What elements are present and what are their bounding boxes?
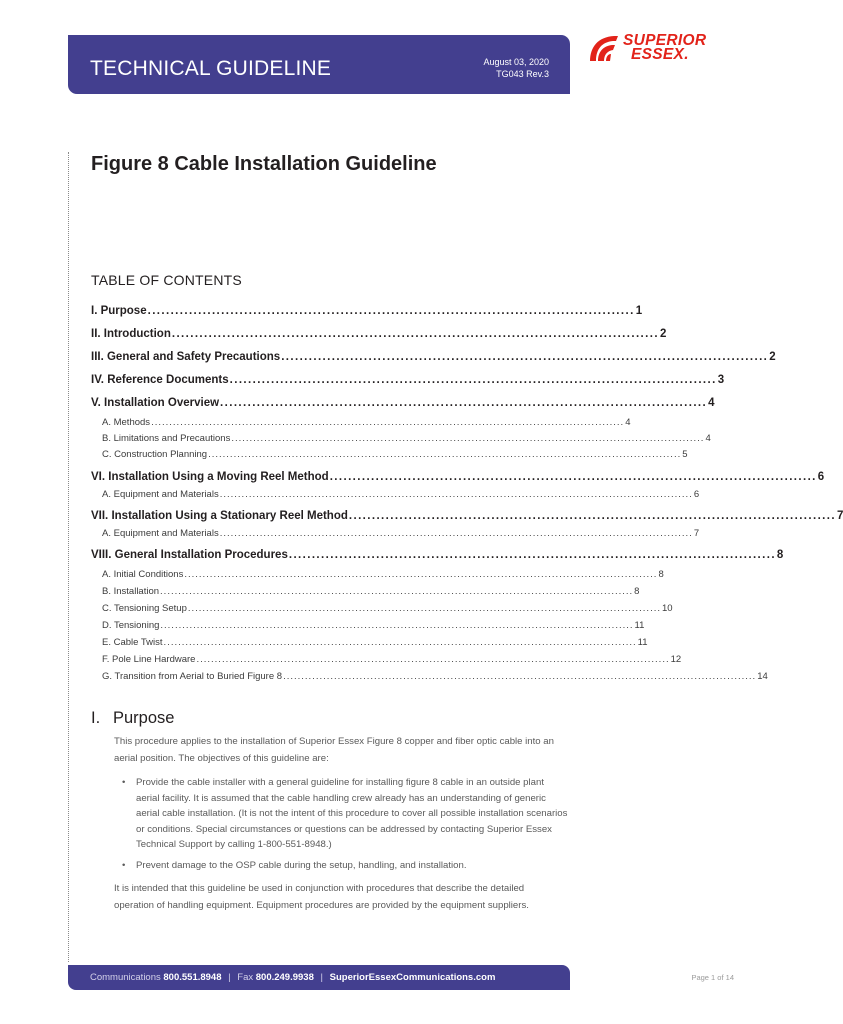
logo-wordmark (623, 34, 706, 62)
section-intro-paragraph: This procedure applies to the installation of Superior Essex Figure 8 copper and fiber optic cable into an aerial position. The objectives of this guideline are: (114, 736, 554, 764)
footer-website-link[interactable]: SuperiorEssexCommunications.com (329, 972, 496, 983)
toc-heading: TABLE OF CONTENTS (91, 272, 242, 288)
toc-subentry[interactable]: B. Installation .................................................................................................................................. 8 (102, 586, 640, 597)
toc-entry[interactable]: V. Installation Overview .......................................................................................................... 4 (91, 397, 715, 409)
section-heading-purpose (91, 709, 174, 728)
section-closing-paragraph: It is intended that this guideline be used in conjunction with procedures that describe the detailed operation of handling equipment. Equipment procedures are provided by the equipment suppliers. (114, 883, 529, 911)
list-item: • Provide the cable installer with a general guideline for installing figure 8 cable in an outside plant aerial facility. It is assumed that the cable handling crew already has an understanding of generic aerial cable installation. (It is not the intent of this procedure to cover all possible installation scenarios or conditions. Special circumstances or questions can be addressed by contacting Superior Essex Technical Support by calling 1-800-551-8948.) (122, 775, 568, 853)
toc-subentry[interactable]: B. Limitations and Precautions .................................................................................................................................. 4 (102, 433, 711, 444)
footer-separator: | (228, 972, 231, 983)
toc-subentry[interactable]: A. Equipment and Materials .................................................................................................................................. 7 (102, 528, 700, 539)
toc-entry[interactable]: VIII. General Installation Procedures .......................................................................................................... 8 (91, 549, 784, 561)
page-number: Page 1 of 14 (691, 973, 734, 982)
logo-line-2: ESSEX. (631, 46, 689, 63)
toc-subentry[interactable]: G. Transition from Aerial to Buried Figure 8 .................................................................................................................................. 14 (102, 671, 768, 682)
toc-subentry[interactable]: A. Equipment and Materials .................................................................................................................................. 6 (102, 489, 700, 500)
list-item: • Prevent damage to the OSP cable during the setup, handling, and installation. (122, 858, 568, 874)
document-date: August 03, 2020 (483, 57, 549, 67)
toc-subentry[interactable]: C. Construction Planning .................................................................................................................................. 5 (102, 449, 688, 460)
header-meta (483, 56, 549, 80)
document-title: Figure 8 Cable Installation Guideline (91, 153, 437, 175)
toc-subentry[interactable]: E. Cable Twist .................................................................................................................................. 11 (102, 637, 648, 648)
toc-subentry[interactable]: D. Tensioning .................................................................................................................................. 11 (102, 620, 645, 631)
footer-contact (90, 972, 495, 983)
logo-line-1: SUPERIOR (623, 32, 707, 49)
toc-entry[interactable]: III. General and Safety Precautions .......................................................................................................... 2 (91, 351, 776, 363)
footer-bar (68, 965, 570, 990)
header-bar (68, 35, 570, 94)
toc-entry[interactable]: II. Introduction .......................................................................................................... 2 (91, 328, 667, 340)
margin-dotted-rule (68, 152, 69, 962)
header-title: TECHNICAL GUIDELINE (90, 57, 332, 80)
footer-communications-label: Communications (90, 972, 161, 983)
toc-subentry[interactable]: C. Tensioning Setup .................................................................................................................................. 10 (102, 603, 673, 614)
toc-subentry[interactable]: F. Pole Line Hardware .................................................................................................................................. 12 (102, 654, 682, 665)
toc-entry[interactable]: IV. Reference Documents .......................................................................................................... 3 (91, 374, 725, 386)
footer-separator: | (320, 972, 323, 983)
toc-subentry[interactable]: A. Initial Conditions .................................................................................................................................. 8 (102, 569, 664, 580)
superior-essex-logo (586, 33, 736, 65)
document-id: TG043 Rev.3 (496, 69, 549, 79)
logo-mark-icon (586, 33, 620, 63)
section-title: Purpose (113, 709, 175, 727)
toc-entry[interactable]: I. Purpose .......................................................................................................... 1 (91, 305, 643, 317)
footer-fax-number: 800.249.9938 (255, 972, 314, 983)
footer-fax-label: Fax (237, 972, 254, 983)
toc-entry[interactable]: VII. Installation Using a Stationary Reel Method .......................................................................................................... 7 (91, 510, 843, 522)
toc-subentry[interactable]: A. Methods .................................................................................................................................. 4 (102, 417, 631, 428)
footer-communications-number[interactable]: 800.551.8948 (163, 972, 222, 983)
toc-entry[interactable]: VI. Installation Using a Moving Reel Method .......................................................................................................... 6 (91, 471, 825, 483)
objectives-list (122, 775, 568, 878)
section-number: I. (91, 709, 101, 727)
